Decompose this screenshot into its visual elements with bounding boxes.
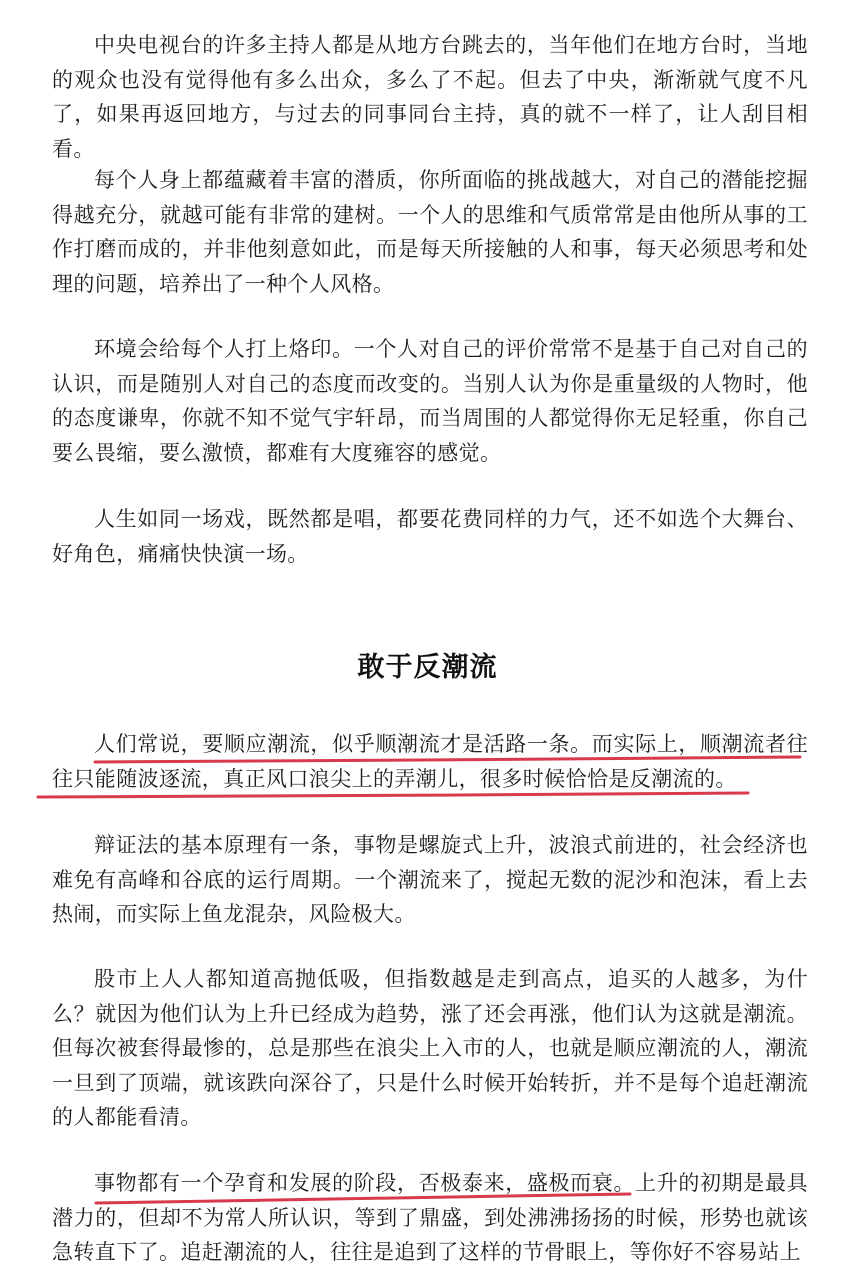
paragraph-3: 环境会给每个人打上烙印。一个人对自己的评价常常不是基于自己对自己的认识，而是随别人对自己的态度而改变的。当别人认为你是重量级的人物时，他的态度谦卑，你就不知不觉气宇轩昂，而当周围的人都觉得你无足轻重，你自己要么畏缩，要么激愤，都难有大度雍容的感觉。 — [52, 337, 808, 465]
paragraph-2: 每个人身上都蕴藏着丰富的潜质，你所面临的挑战越大，对自己的潜能挖掘得越充分，就越可能有非常的建树。一个人的思维和气质常常是由他所从事的工作打磨而成的，并非他刻意如此，而是每天所接触的人和事，每天必须思考和处理的问题，培养出了一种个人风格。 — [52, 168, 808, 296]
paragraph-8: 事物都有一个孕育和发展的阶段，否极泰来，盛极而衰。上升的初期是最具潜力的，但却不为常人所认识，等到了鼎盛，到处沸沸扬扬的时候，形势也就该急转直下了。追赶潮流的人，往往是追到了这样的节骨眼上，等你好不容易站上 — [52, 1171, 808, 1264]
paragraph-6: 辩证法的基本原理有一条，事物是螺旋式上升，波浪式前进的，社会经济也难免有高峰和谷底的运行周期。一个潮流来了，搅起无数的泥沙和泡沫，看上去热闹，而实际上鱼龙混杂，风险极大。 — [52, 833, 808, 926]
paragraph-5: 人们常说，要顺应潮流，似乎顺潮流才是活路一条。而实际上，顺潮流者往往只能随波逐流，真正风口浪尖上的弄潮儿，很多时候恰恰是反潮流的。 — [52, 732, 808, 791]
paragraph-4: 人生如同一场戏，既然都是唱，都要花费同样的力气，还不如选个大舞台、好角色，痛痛快快演一场。 — [52, 507, 808, 566]
paragraph-1: 中央电视台的许多主持人都是从地方台跳去的，当年他们在地方台时，当地的观众也没有觉得他有多么出众，多么了不起。但去了中央，渐渐就气度不凡了，如果再返回地方，与过去的同事同台主持，真的就不一样了，让人刮目相看。 — [52, 33, 808, 161]
paragraph-7: 股市上人人都知道高抛低吸，但指数越是走到高点，追买的人越多，为什么？就因为他们认为上升已经成为趋势，涨了还会再涨，他们认为这就是潮流。但每次被套得最惨的，总是那些在浪尖上入市的人，也就是顺应潮流的人，潮流一旦到了顶端，就该跌向深谷了，只是什么时候开始转折，并不是每个追赶潮流的人都能看清。 — [52, 967, 808, 1129]
section-title: 敢于反潮流 — [357, 652, 498, 683]
